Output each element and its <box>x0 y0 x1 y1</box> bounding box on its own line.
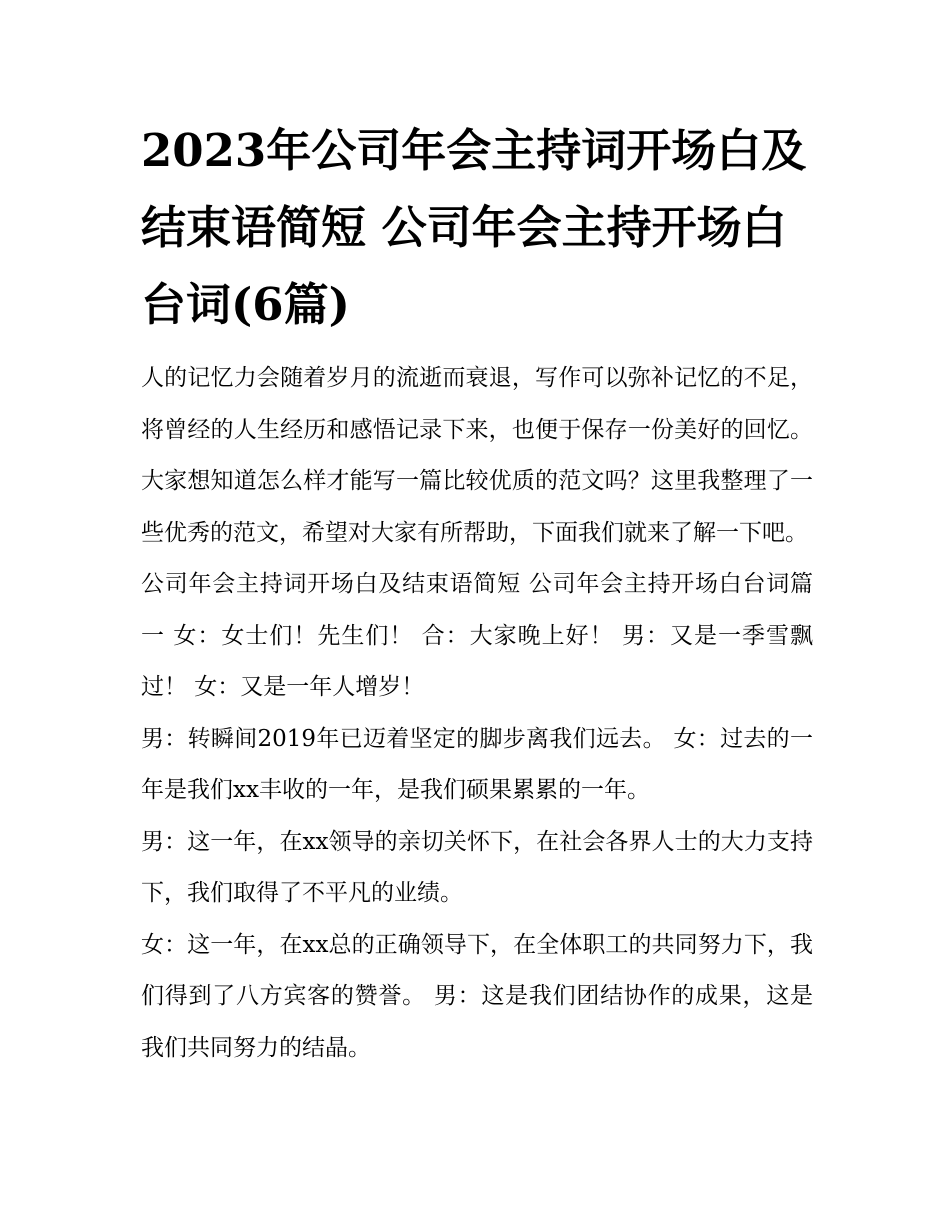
paragraph-teamwork: 女：这一年，在xx总的正确领导下，在全体职工的共同努力下，我们得到了八方宾客的赞誉。 男：这是我们团结协作的成果，这是我们共同努力的结晶。 <box>141 931 813 1061</box>
paragraph-leadership: 男：这一年，在xx领导的亲切关怀下，在社会各界人士的大力支持下，我们取得了不平凡的业绩。 <box>141 828 813 906</box>
document-page <box>141 112 813 1074</box>
paragraph-year-review: 男：转瞬间2019年已迈着坚定的脚步离我们远去。 女：过去的一年是我们xx丰收的一年，是我们硕果累累的一年。 <box>141 725 813 803</box>
paragraph-intro: 人的记忆力会随着岁月的流逝而衰退，写作可以弥补记忆的不足，将曾经的人生经历和感悟记录下来，也便于保存一份美好的回忆。大家想知道怎么样才能写一篇比较优质的范文吗？这里我整理了一些优秀的范文，希望对大家有所帮助，下面我们就来了解一下吧。 <box>141 365 813 546</box>
document-title: 2023年公司年会主持词开场白及结束语简短 公司年会主持开场白台词(6篇) <box>141 124 807 331</box>
paragraph-opening: 公司年会主持词开场白及结束语简短 公司年会主持开场白台词篇一 女：女士们！先生们！ 合：大家晚上好！ 男：又是一季雪飘过！ 女：又是一年人增岁！ <box>141 571 813 700</box>
